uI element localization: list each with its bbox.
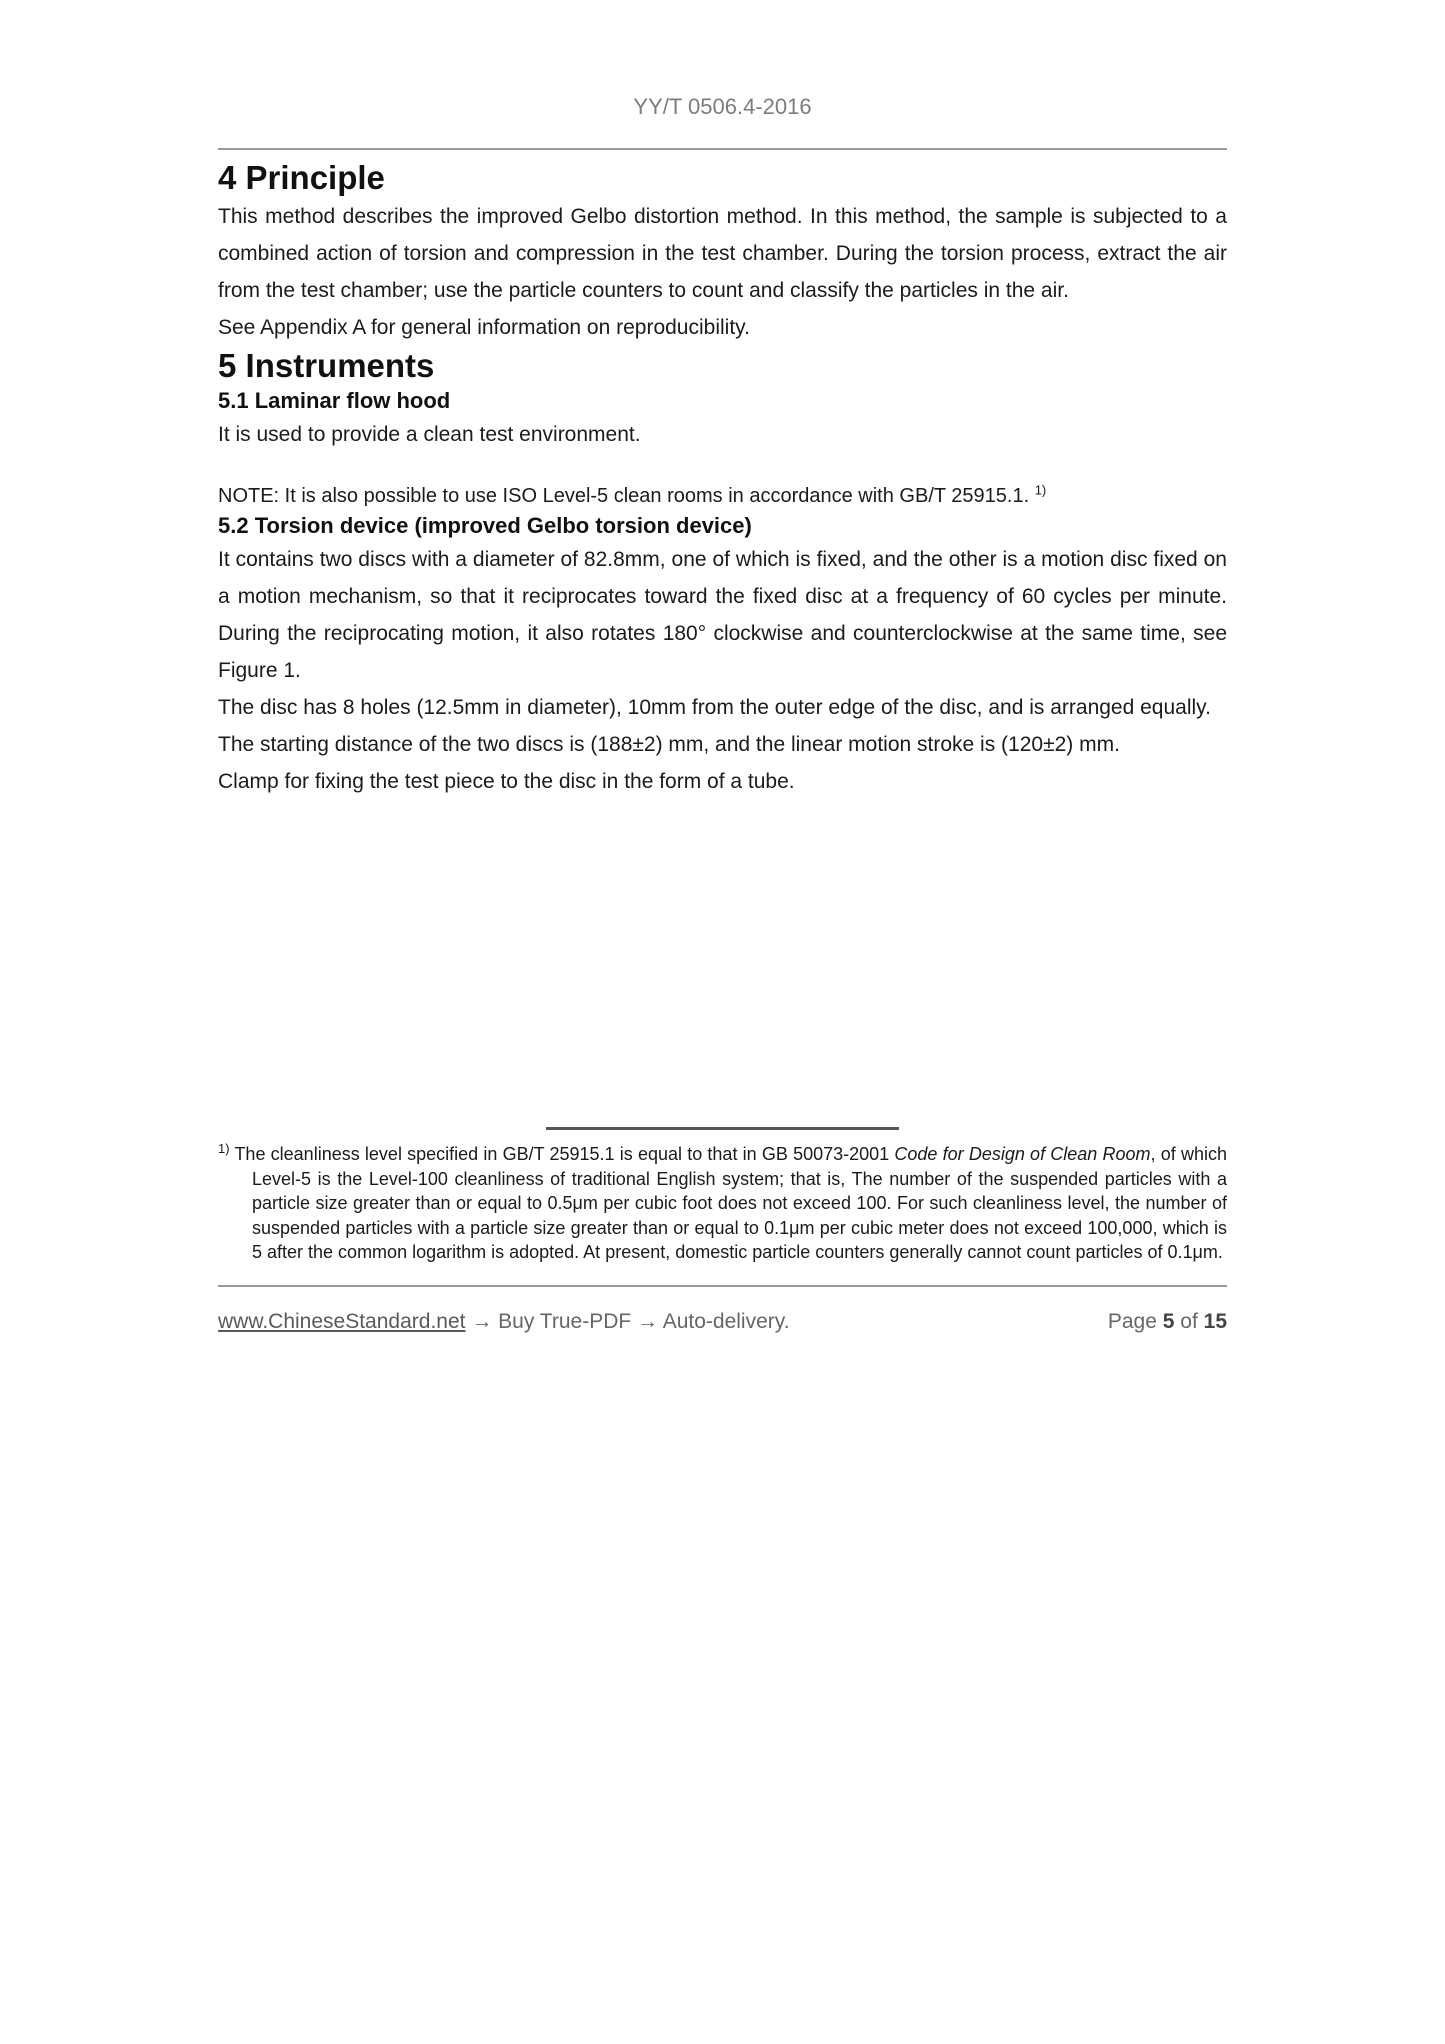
- subsection-5-2-paragraph-4: Clamp for fixing the test piece to the disc in the form of a tube.: [218, 770, 795, 793]
- subsection-5-2-paragraph-1: It contains two discs with a diameter of 82.8mm, one of which is fixed, and the other is a motion disc fixed on a motion mechanism, so that it reciprocates toward the fixed disc at a frequency of 60 cycles per minute. During the reciprocating motion, it also rotates 180° clockwise and counterclockwise at the same time, see Figure 1.: [218, 548, 1227, 682]
- page-footer: [218, 1309, 1227, 1335]
- subsection-5-1-paragraph: It is used to provide a clean test environment.: [218, 423, 641, 446]
- header-divider: [218, 148, 1227, 150]
- subsection-5-1-heading: 5.1 Laminar flow hood: [218, 388, 451, 413]
- footnote-text-italic-title: Code for Design of Clean Room: [894, 1144, 1151, 1164]
- footer-tagline: → Buy True-PDF → Auto-delivery.: [465, 1309, 790, 1333]
- principle-paragraph-2: See Appendix A for general information on reproducibility.: [218, 316, 750, 339]
- footnote-reference-marker: 1): [1034, 482, 1047, 498]
- footnote-text-part1: The cleanliness level specified in GB/T 25915.1 is equal to that in GB 50073-2001: [229, 1144, 895, 1164]
- note-paragraph: [218, 481, 1227, 511]
- section-4-heading: 4 Principle: [218, 159, 385, 196]
- page-label: Page: [1107, 1309, 1163, 1333]
- subsection-5-2-paragraph-2: The disc has 8 holes (12.5mm in diameter), 10mm from the outer edge of the disc, and is arranged equally.: [218, 696, 1211, 719]
- footnote-divider: [546, 1127, 899, 1130]
- subsection-5-2-paragraph-3: The starting distance of the two discs is (188±2) mm, and the linear motion stroke is (120±2) mm.: [218, 733, 1120, 756]
- page-total-number: 15: [1203, 1309, 1227, 1333]
- section-5-heading: 5 Instruments: [218, 347, 435, 384]
- footnote: [218, 1142, 1227, 1265]
- footnote-text-part2: , of which Level-5 is the Level-100 cleanliness of traditional English system; that is, The number of the suspended particles with a particle size greater than or equal to 0.5μm per cubic foot does not exceed 100. For such cleanliness level, the number of suspended particles with a particle size greater than or equal to 0.1μm per cubic meter does not exceed 100,000, which is 5 after the common logarithm is adopted. At present, domestic particle counters generally cannot count particles of 0.1μm.: [252, 1144, 1227, 1262]
- footer-divider: [218, 1285, 1227, 1287]
- website-link[interactable]: www.ChineseStandard.net: [218, 1309, 466, 1333]
- footer-page-indicator: [1108, 1309, 1227, 1335]
- doc-number-header: YY/T 0506.4-2016: [633, 94, 812, 119]
- page-of-label: of: [1174, 1309, 1204, 1333]
- note-text: NOTE: It is also possible to use ISO Level-5 clean rooms in accordance with GB/T 25915.1.: [218, 485, 1035, 507]
- footnote-marker: 1): [218, 1141, 230, 1156]
- principle-paragraph-1: This method describes the improved Gelbo distortion method. In this method, the sample is subjected to a combined action of torsion and compression in the test chamber. During the torsion process, extract the air from the test chamber; use the particle counters to count and classify the particles in the air.: [218, 205, 1227, 302]
- footer-left: [218, 1309, 790, 1335]
- subsection-5-2-heading: 5.2 Torsion device (improved Gelbo torsion device): [218, 513, 752, 538]
- page-current-number: 5: [1162, 1309, 1175, 1333]
